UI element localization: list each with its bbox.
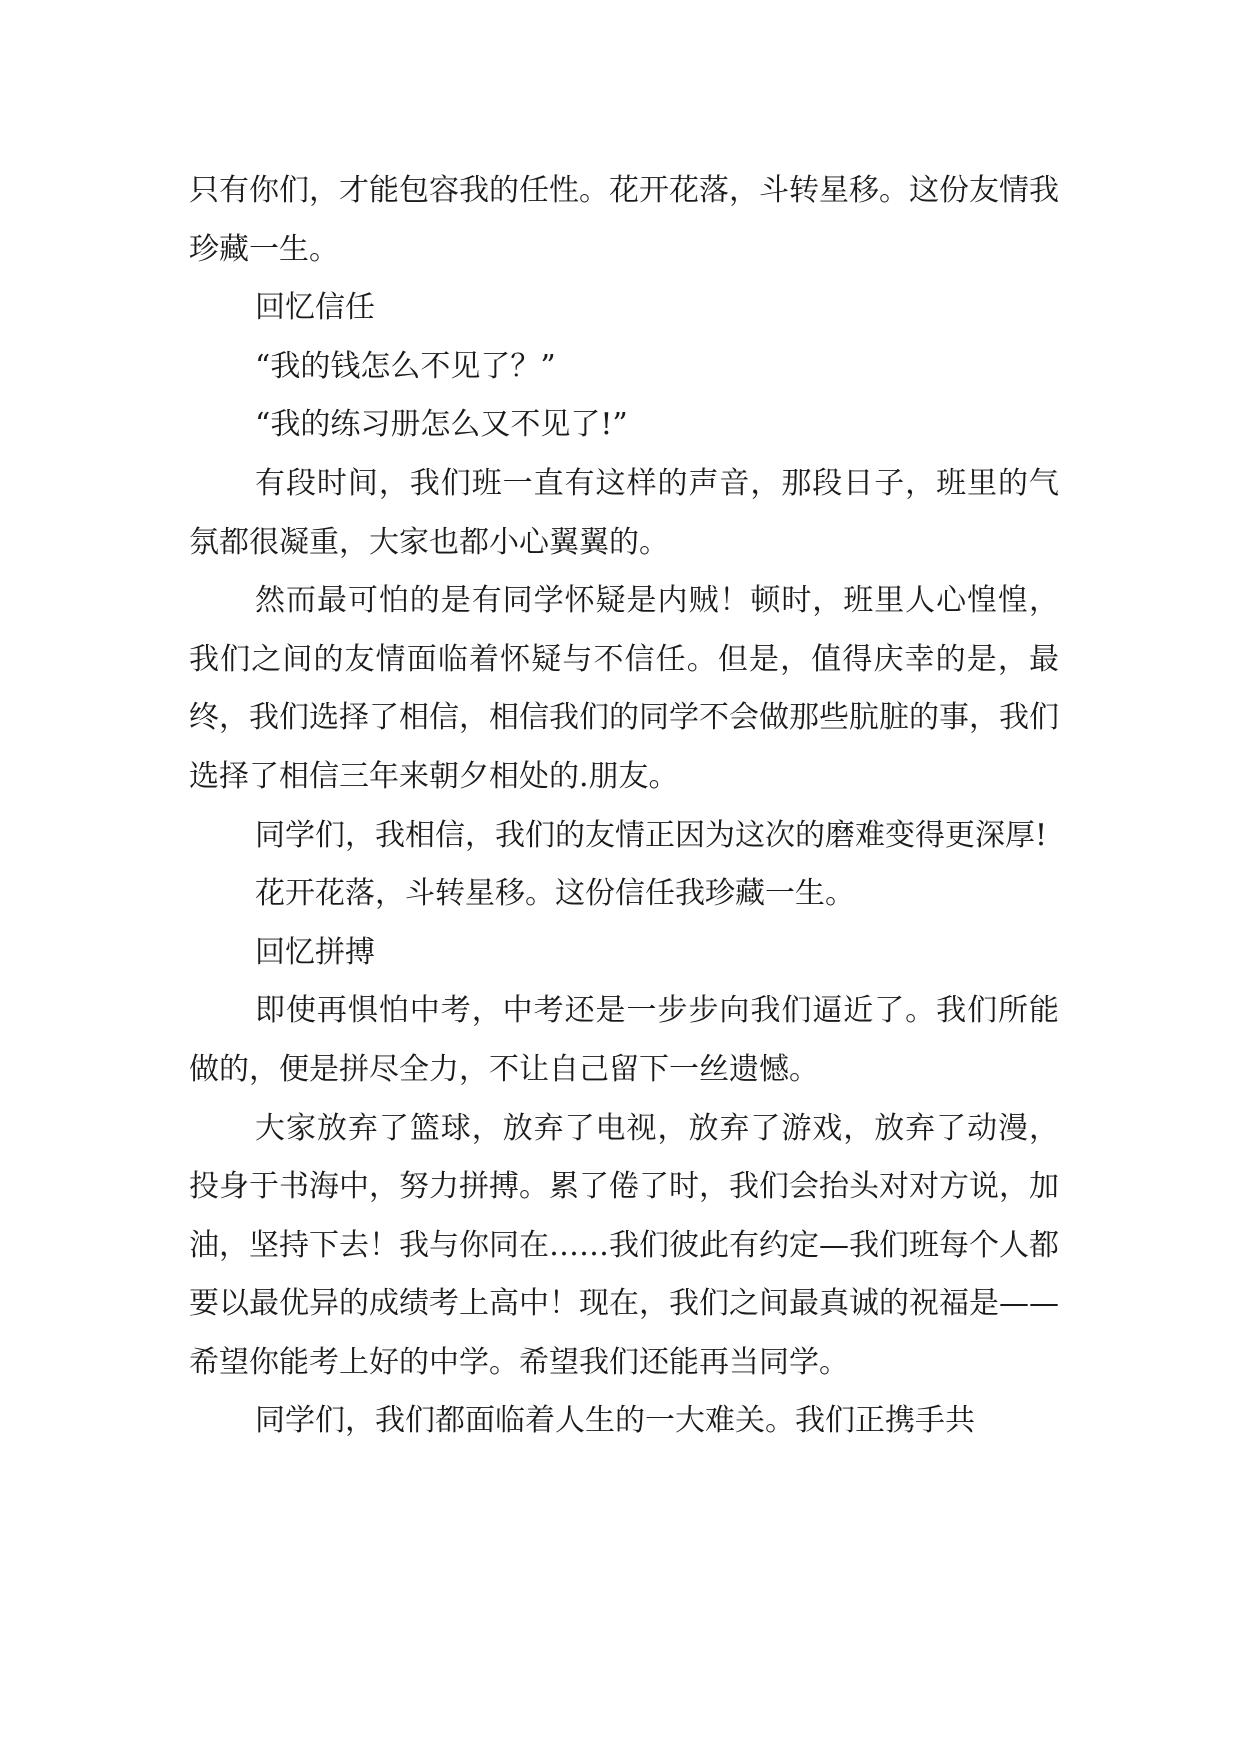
quote-paragraph: “我的钱怎么不见了？” xyxy=(255,348,556,384)
paragraph: 同学们，我们都面临着人生的一大难关。我们正携手共 xyxy=(255,1403,975,1439)
paragraph: 然而最可怕的是有同学怀疑是内贼！顿时，班里人心惶惶，我们之间的友情面临着怀疑与不信任。但是，值得庆幸的是，最终，我们选择了相信，相信我们的同学不会做那些肮脏的事，我们选择了相信三年来朝夕相处的.朋友。 xyxy=(189,583,1059,794)
document-body xyxy=(189,162,1059,1451)
paragraph: 即使再惧怕中考，中考还是一步步向我们逼近了。我们所能做的，便是拼尽全力，不让自己留下一丝遗憾。 xyxy=(189,993,1059,1087)
paragraph: 大家放弃了篮球，放弃了电视，放弃了游戏，放弃了动漫，投身于书海中，努力拼搏。累了倦了时，我们会抬头对对方说，加油，坚持下去！我与你同在……我们彼此有约定—我们班每个人都要以最优异的成绩考上高中！现在，我们之间最真诚的祝福是——希望你能考上好的中学。希望我们还能再当同学。 xyxy=(189,1110,1059,1380)
paragraph: 花开花落，斗转星移。这份信任我珍藏一生。 xyxy=(255,876,855,912)
paragraph: 有段时间，我们班一直有这样的声音，那段日子，班里的气氛都很凝重，大家也都小心翼翼的。 xyxy=(189,465,1059,560)
quote-paragraph: “我的练习册怎么又不见了!” xyxy=(255,407,628,443)
section-heading-struggle: 回忆拼搏 xyxy=(255,934,375,970)
paragraph: 只有你们，才能包容我的任性。花开花落，斗转星移。这份友情我珍藏一生。 xyxy=(189,173,1059,267)
paragraph: 同学们，我相信，我们的友情正因为这次的磨难变得更深厚! xyxy=(255,817,1048,853)
section-heading-trust: 回忆信任 xyxy=(255,290,375,326)
